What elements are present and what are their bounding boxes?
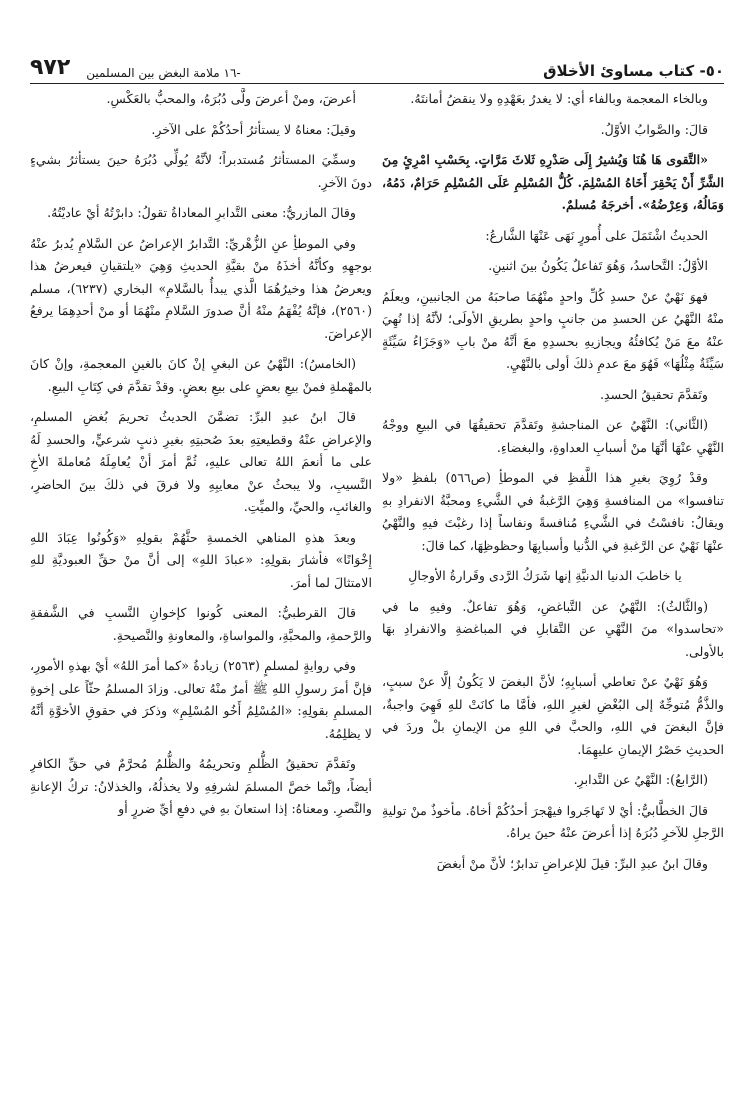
text-columns	[30, 88, 724, 1092]
paragraph: وَهُوَ نَهْيٌ عنْ تعاطي أسبابِهِ؛ لأنَّ البغضَ لا يَكُونُ إلَّا عنْ سببٍ، والذَّمُّ مُتوجِّهٌ إلى البُغْضِ لغيرِ اللهِ، فأمَّا ما كانَتْ للهِ فَهِيَ واجبةٌ، فإنَّ البغضَ في اللهِ، والحبَّ في اللهِ من الإيمانِ بلْ وردَ في الحديثِ حَصْرُ الإيمانِ عليهِمَا.	[382, 674, 724, 757]
paragraph: قالَ الخطَّابيُّ: أيْ لا تَهاجَروا فيهْجرَ أحدُكُمْ أخاهُ. مأخوذٌ منْ توليةِ الرَّجلِ للآخرِ دُبُرَهُ إذا أعرضَ عنْهُ حينَ يراهُ.	[382, 802, 724, 840]
paragraph: الأوَّلُ: التَّحاسدُ، وَهُوَ تَفاعلٌ يَكُونُ بينَ اثنينِ.	[488, 258, 708, 273]
paragraph: الحديثُ اشْتَمَلَ على أُمورٍ نَهَى عَنْهَا الشَّارعُ:	[485, 227, 708, 243]
paragraph: فهوَ نَهْيٌ عنْ حسدِ كُلِّ واحدٍ منْهُمَا صاحبَهُ من الجانبينِ، ويعلَمُ منْهُ النَّهْيُ عن الحسدِ من جانبٍ واحدٍ بطريقِ الأولَى؛ لأنَّهُ إذا نُهِيَ عنْهُ معَ مَنْ يُكافئُهُ ويجازيهِ بحسدِهِ معَ أنَّهُ منْ بابِ «وَجَزَاءُ سَيِّئَةٍ سَيِّئَةٌ مِثْلُهَا» فَهُوَ معَ عدمِ ذلكَ أولى بالنَّهْيِ.	[382, 288, 724, 371]
paragraph: وقالَ ابنُ عبدِ البرِّ: قيلَ للإعراضِ تدابرٌ؛ لأنَّ منْ أبغضَ	[436, 855, 708, 871]
section-title: -١٦ ملامة البغض بين المسلمين	[86, 66, 241, 80]
paragraph: أعرضَ، ومنْ أعرضَ ولَّى دُبُرَهُ، والمحبُّ بالعَكْسِ.	[106, 91, 356, 106]
page-header	[30, 54, 724, 80]
paragraph: وبالخاء المعجمة وبالفاء أي: لا يغدرُ بعَهْدِهِ ولا ينقضُ أمانتَهُ.	[410, 91, 708, 106]
header-left-group	[30, 55, 241, 80]
paragraph: قالَ القرطبيُّ: المعنى كُونوا كإخوانِ النَّسبِ في الشَّفقةِ والرَّحمةِ، والمحبَّةِ، والمواساةِ، والمعاونةِ والنَّصيحةِ.	[30, 605, 372, 643]
paragraph: وقالَ المازريُّ: معنى التَّدابرِ المعاداةُ تقولُ: دابرْتُهُ أيْ عاديْتُهُ.	[47, 205, 356, 220]
paragraph: وتَقدَّمَ تحقيقُ الحسدِ.	[600, 386, 708, 402]
paragraph: (والثَّالثُ): النَّهْيُ عن التَّباغضِ، وَهُوَ تفاعلٌ. وفيهِ ما في «تحاسدوا» منَ النَّهْيِ عن التَّقابلِ في المباغضةِ والانفرادِ بهَا بالأولى.	[382, 598, 724, 659]
paragraph: «التَّقوى هَا هُنَا وَيُشيرُ إِلَى صَدْرِهِ ثَلاثَ مَرَّاتٍ. بِحَسْبِ امْرِئٍ مِنَ الشَّرِّ أَنْ يَحْقِرَ أَخَاهُ المُسْلِمَ. كُلُّ المُسْلِمِ عَلَى المُسْلِمِ حَرَامٌ، دَمُهُ، وَمَالُهُ، وَعِرْضُهُ». أخرجَهُ مُسلمٌ.	[382, 152, 724, 212]
left-column	[30, 88, 372, 1092]
paragraph: قالَ ابنُ عبدِ البرِّ: تضمَّنَ الحديثُ تحريمَ بُغضِ المسلمِ، والإعراضِ عنْهُ وقطيعتِهِ بعدَ صُحبتِهِ بغيرِ ذنبٍ شرعيٍّ، والحسدِ لَهُ على ما أنعمَ اللهُ تعالى عليهِ، ثُمَّ أمرَ أنْ يُعامِلَهُ مُعاملةَ الأخِ النَّسيبِ، ولا يبحثُ عنْ معايبِهِ ولا فرقَ في ذلكَ بينَ الحاضرِ، والغائبِ، والحيِّ، والميِّتِ.	[30, 409, 372, 514]
paragraph: قالَ: والصَّوابُ الأوَّلُ.	[600, 121, 708, 137]
paragraph: (الخامسُ): النَّهْيُ عن البغيِ إنْ كانَ بالغينِ المعجمةِ، وإنْ كانَ بالمهْملةِ فمنْ بيعِ بعضٍ على بيعِ بعضٍ. وقدْ تقدَّمَ في كِتَابِ البيعِ.	[30, 356, 372, 394]
right-column	[382, 88, 724, 1092]
paragraph: وسمِّيَ المستأثرُ مُستدبراً؛ لأنَّهُ يُولِّي دُبُرَهُ حينَ يستأثرُ بشيءٍ دونَ الآخرِ.	[30, 152, 372, 190]
paragraph: وقيلَ: معناهُ لا يستأثرُ أحدُكُمْ على الآخرِ.	[151, 121, 356, 137]
paragraph: وتَقدَّمَ تحقيقُ الظُّلمِ وتحريمُهُ والظُّلمُ مُحرَّمٌ في حقِّ الكافرِ أيضاً، وإنَّما خصَّ المسلمَ لشرفِهِ ولا يخذلُهُ، والخذلانُ: تركُ الإعانةِ والنَّصرِ. ومعناهُ: إذا استعانَ بهِ في دفعِ أيِّ ضررٍ أو	[30, 756, 372, 816]
header-rule	[30, 83, 724, 84]
paragraph: (الثَّاني): النَّهْيُ عن المناجشةِ وتَقدَّمَ تحقيقُهَا في البيعِ ووجْهُ النَّهْيِ عنْهَا أنَّهَا منْ أسبابِ العداوةِ، والبغضاءِ.	[382, 417, 724, 455]
page-number: ٩٧٢	[30, 55, 71, 80]
paragraph: (الرَّابعُ): النَّهْيُ عن التَّدابرِ.	[573, 772, 708, 787]
chapter-title: ٥٠- كتاب مساوئ الأخلاق	[543, 62, 724, 80]
paragraph: وفي الموطأِ عنِ الزُّهْريِّ: التَّدابرُ الإعراضُ عن السَّلامِ يُدبرُ عنْهُ بوجهِهِ وكأنَّهُ أخذَهُ منْ بقيَّةِ الحديثِ وَهِيَ «يلتقيانِ فيعرضُ هذا ويعرضُ هذا وخيرُهُمَا الَّذي يبدأُ بالسَّلامِ» البخاري (٦٢٣٧)، مسلم (٢٥٦٠)، فإنَّهُ يُفْهَمُ منْهُ أنَّ صدورَ السَّلامِ منْهُمَا أو منْ أحدِهِمَا يرفعُ الإعراضَ.	[30, 235, 372, 341]
paragraph: وفي روايةٍ لمسلمٍ (٢٥٦٣) زيادةُ «كما أمرَ اللهُ» أيْ بهذهِ الأمورِ، فإنَّ أمرَ رسولِ اللهِ ﷺ أمرٌ منْهُ تعالى. وزادَ المسلمُ حثّاً على إخوةِ المسلمِ بقولِهِ: «المُسْلِمُ أَخُو المُسْلِمِ» وذكرَ في حقوقِ الأخوَّةِ أنَّهُ لا يظلِمُهُ.	[30, 658, 372, 741]
paragraph: وقدْ رُوِيَ بغيرِ هذا اللَّفظِ في الموطأِ (ص٥٦٦) بلفظِ «ولا تنافسوا» من المنافسةِ وَهِيَ الرَّغبةُ في الشَّيءِ ومحبَّةُ الانفرادِ بهِ ويقالُ: نافسْتُ في الشَّيءِ مُنافسةً ونفاساً إذا رغبْتَ فيهِ والنَّهْيُ عنْهَا نَهْيٌ عن الرَّغبةِ في الدُّنيا وأسبابِهَا وحظوظِهَا، كما قالَ:	[382, 470, 724, 553]
paragraph: وبعدَ هذهِ المناهي الخمسةِ حثَّهُمْ بقولِهِ «وَكُونُوا عِبَادَ اللهِ إِخْوَانًا» فأشارَ بقولِهِ: «عبادَ اللهِ» إلى أنَّ منْ حقِّ العبوديَّةِ للهِ الامتثالَ لما أمرَ.	[30, 529, 372, 590]
paragraph: يا خاطبَ الدنيا الدنيَّةِ إنها شَرَكُ الرَّدى وقَرارةُ الأوجالِ	[408, 568, 682, 583]
